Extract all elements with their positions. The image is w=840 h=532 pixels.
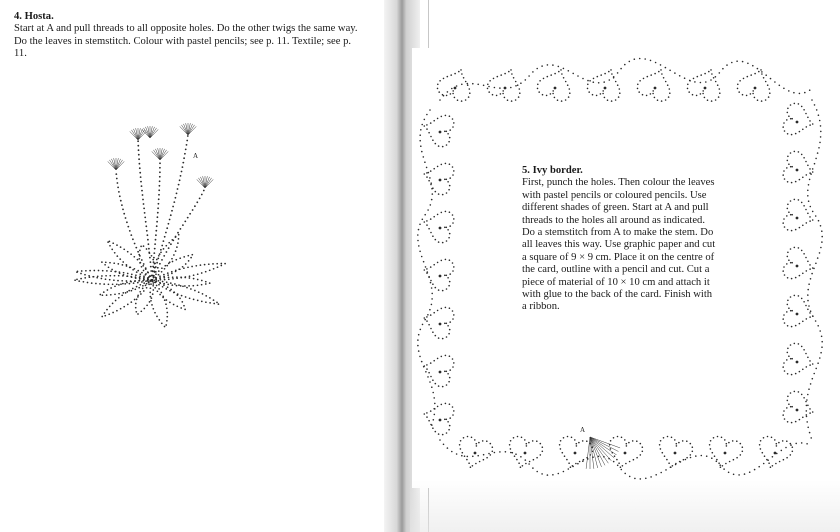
ivy-leaf-vein-dot xyxy=(439,131,442,134)
ivy-leaf-vein-dot xyxy=(439,323,442,326)
ivy-leaf-vein-dot xyxy=(704,87,707,90)
ivy-label-a: A xyxy=(580,426,586,434)
ivy-leaf-vein-dot xyxy=(674,452,677,455)
ivy-leaf-vein-dot xyxy=(574,452,577,455)
hosta-body: Start at A and pull threads to all opposite holes. Do the other twigs the same way. Do the leaves in stemstitch. Colour with pastel pencils; see p. 11. Textile; see p. 11. xyxy=(14,23,358,60)
hosta-stem-4 xyxy=(115,173,153,281)
ivy-body: First, punch the holes. Then colour the leaves with pastel pencils or coloured pencils. Use different shades of green. Start at A and pull threads to the holes all around as indicated. Do a stemstitch from A to make the stem. Do all leaves this way. Use graphic paper and cut a square of 9 × 9 cm. Place it on the centre of the card, outline with a pencil and cut. Cut a piece of material of 10 × 10 cm and attach it with glue to the back of the card. Finish with a ribbon. xyxy=(522,177,716,313)
hosta-stem-0 xyxy=(137,140,153,281)
ivy-leaf-vein-dot xyxy=(439,371,442,374)
ivy-leaf-vein-dot xyxy=(439,179,442,182)
ivy-leaf-vein-dot xyxy=(796,121,799,124)
ivy-leaf-vein-dot xyxy=(439,275,442,278)
ivy-leaf-25 xyxy=(782,295,813,328)
ivy-stem-1 xyxy=(439,439,808,480)
hosta-leaf-10 xyxy=(149,279,168,327)
hosta-seed-head xyxy=(130,128,147,140)
hosta-seed-head xyxy=(142,126,159,138)
ivy-leaf-6 xyxy=(737,69,771,102)
ivy-leaf-vein-dot xyxy=(796,313,799,316)
hosta-pattern xyxy=(74,123,226,327)
ivy-leaf-24 xyxy=(782,247,813,280)
ivy-leaf-7 xyxy=(459,436,493,468)
hosta-seed-head xyxy=(108,158,125,170)
hosta-leaf-7 xyxy=(151,276,210,287)
ivy-leaf-vein-dot xyxy=(796,409,799,412)
ivy-leaf-2 xyxy=(537,69,571,102)
ivy-leaf-5 xyxy=(687,69,721,102)
ivy-leaf-3 xyxy=(587,69,621,102)
ivy-leaf-vein-dot xyxy=(624,452,627,455)
ivy-leaf-21 xyxy=(782,103,813,136)
ivy-leaf-23 xyxy=(782,199,813,232)
ivy-leaf-10 xyxy=(609,436,643,468)
ivy-leaf-vein-dot xyxy=(604,87,607,90)
ivy-leaf-vein-dot xyxy=(554,87,557,90)
ivy-leaf-vein-dot xyxy=(796,361,799,364)
ivy-leaf-vein-dot xyxy=(724,452,727,455)
ivy-stem-2 xyxy=(417,109,436,426)
hosta-label-a: A xyxy=(193,152,199,160)
ivy-leaf-vein-dot xyxy=(796,265,799,268)
ivy-heading: 5. Ivy border. xyxy=(522,165,583,176)
ivy-leaf-vein-dot xyxy=(754,87,757,90)
ivy-leaf-vein-dot xyxy=(796,169,799,172)
ivy-leaf-vein-dot xyxy=(474,452,477,455)
hosta-seed-head xyxy=(152,148,169,160)
ivy-stem-3 xyxy=(806,99,824,439)
ivy-stem-0 xyxy=(439,58,810,101)
ivy-leaf-11 xyxy=(659,436,693,468)
ivy-leaf-26 xyxy=(782,343,813,376)
ivy-leaf-12 xyxy=(709,436,743,468)
ivy-leaf-vein-dot xyxy=(796,217,799,220)
hosta-heading: 4. Hosta. xyxy=(14,11,54,22)
hosta-seed-head xyxy=(197,176,214,188)
ivy-leaf-vein-dot xyxy=(524,452,527,455)
ivy-leaf-vein-dot xyxy=(439,419,442,422)
hosta-seed-head xyxy=(180,123,197,135)
ivy-leaf-8 xyxy=(509,436,543,468)
ivy-instructions xyxy=(522,165,718,314)
ivy-leaf-0 xyxy=(437,69,471,102)
ivy-leaf-vein-dot xyxy=(439,227,442,230)
ivy-thread-fan xyxy=(586,437,620,469)
ivy-leaf-27 xyxy=(782,391,813,424)
ivy-leaf-vein-dot xyxy=(454,87,457,90)
ivy-leaf-vein-dot xyxy=(774,452,777,455)
ivy-leaf-vein-dot xyxy=(654,87,657,90)
ivy-leaf-22 xyxy=(782,151,813,184)
ivy-leaf-4 xyxy=(637,69,671,102)
